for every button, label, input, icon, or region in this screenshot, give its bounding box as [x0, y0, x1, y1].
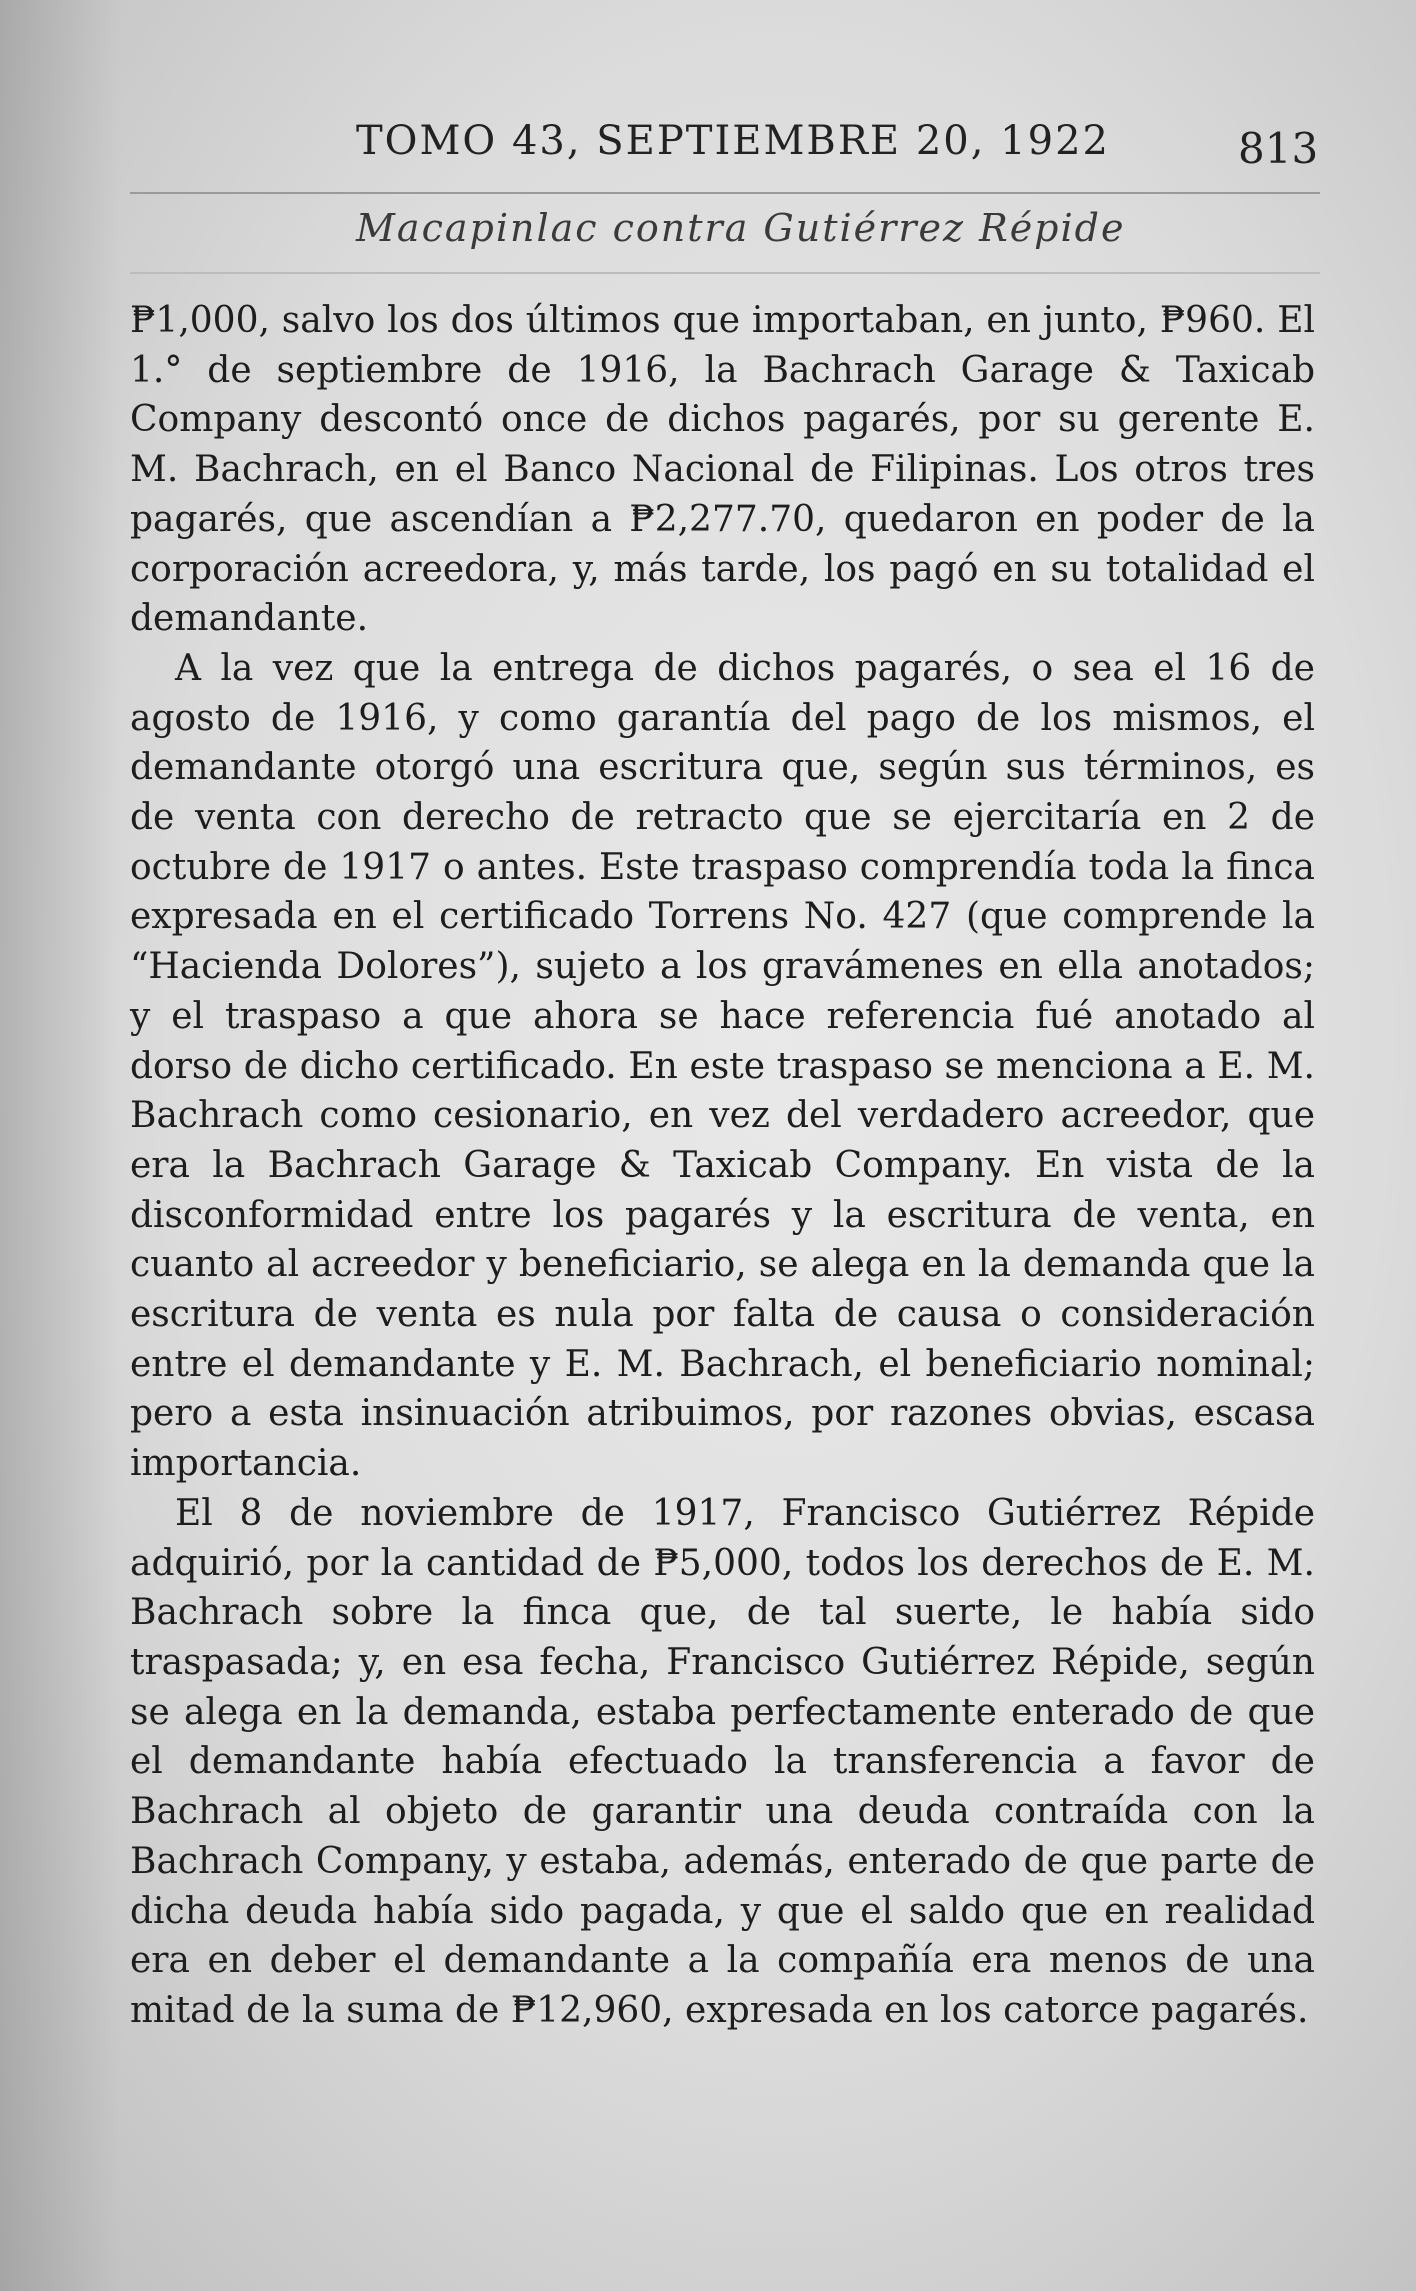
- header-rule-lower: [130, 272, 1320, 274]
- page-edge-shadow: [0, 0, 120, 2291]
- case-title: Macapinlac contra Gutiérrez Répide: [356, 206, 1126, 250]
- running-head: TOMO 43, SEPTIEMBRE 20, 1922: [356, 118, 1110, 164]
- header-rule: [130, 192, 1320, 194]
- paragraph-1: ₱1,000, salvo los dos últimos que importaban, en junto, ₱960. El 1.° de septiembre de 1916, la Bachrach Garage & Taxicab Company descontó once de dichos pagarés, por su gerente E. M. Bachrach, en el Banco Nacional de Filipinas. Los otros tres pagarés, que ascendían a ₱2,277.70, quedaron en poder de la corporación acreedora, y, más tarde, los pagó en su totalidad el demandante.: [130, 300, 1315, 640]
- paragraph-2: A la vez que la entrega de dichos pagarés, o sea el 16 de agosto de 1916, y como garantía del pago de los mismos, el demandante otorgó una escritura que, según sus términos, es de venta con derecho de retracto que se ejercitaría en 2 de octubre de 1917 o antes. Este traspaso comprendía toda la finca expresada en el certificado Torrens No. 427 (que comprende la “Hacienda Dolores”), sujeto a los gravámenes en ella anotados; y el traspaso a que ahora se hace referencia fué anotado al dorso de dicho certificado. En este traspaso se menciona a E. M. Bachrach como cesionario, en vez del verdadero acreedor, que era la Bachrach Garage & Taxicab Company. En vista de la disconformidad entre los pagarés y la escritura de venta, en cuanto al acreedor y beneficiario, se alega en la demanda que la escritura de venta es nula por falta de causa o consideración entre el demandante y E. M. Bachrach, el beneficiario nominal; pero a esta insinuación atribuimos, por razones obvias, escasa importancia.: [130, 647, 1315, 1485]
- body-text: [130, 296, 1315, 2036]
- paragraph-3: El 8 de noviembre de 1917, Francisco Gutiérrez Répide adquirió, por la cantidad de ₱5,000, todos los derechos de E. M. Bachrach sobre la finca que, de tal suerte, le había sido traspasada; y, en esa fecha, Francisco Gutiérrez Répide, según se alega en la demanda, estaba perfectamente enterado de que el demandante había efectuado la transferencia a favor de Bachrach al objeto de garantir una deuda contraída con la Bachrach Company, y estaba, además, enterado de que parte de dicha deuda había sido pagada, y que el saldo que en realidad era en deber el demandante a la compañía era menos de una mitad de la suma de ₱12,960, expresada en los catorce pagarés.: [130, 1492, 1315, 2031]
- page-number: 813: [1238, 124, 1319, 173]
